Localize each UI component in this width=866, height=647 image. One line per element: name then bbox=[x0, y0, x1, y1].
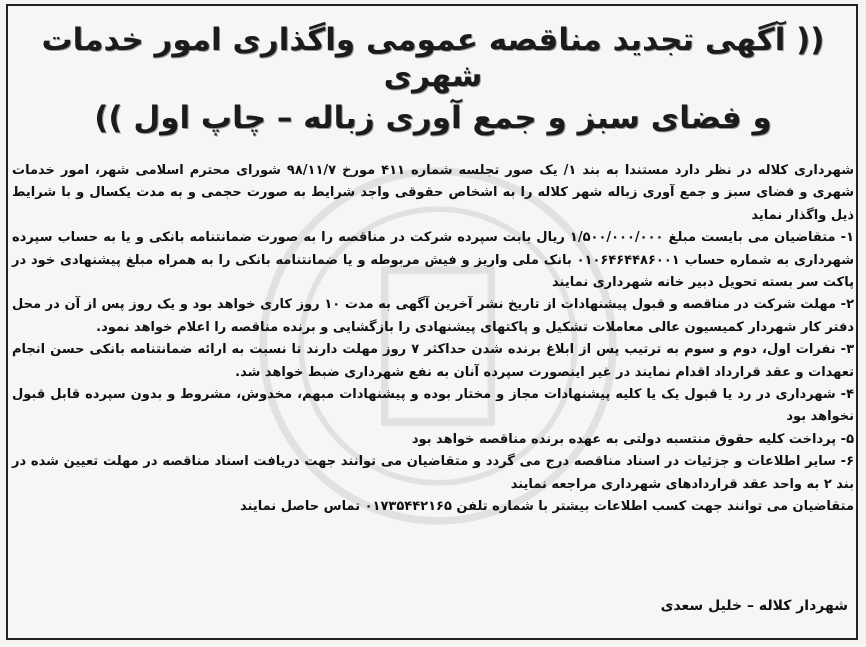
clause-5: ۵- پرداخت کلیه حقوق منتسبه دولتی به عهده برنده مناقصه خواهد بود bbox=[411, 431, 854, 447]
notice-title-line-2: و فضای سبز و جمع آوری زباله – چاپ اول )) bbox=[94, 100, 772, 136]
clause-2: ۲- مهلت شرکت در مناقصه و قبول پیشنهادات از تاریخ نشر آخرین آگهی به مدت ۱۰ روز کاری خواهد بود و یک روز پس از آن در محل دفتر کار شهردار کمیسیون عالی معاملات تشکیل و پاکتهای پیشنهادی را بازگشایی و برنده مناقصه را اعلام خواهد نمود. bbox=[12, 297, 855, 335]
intro-paragraph: شهرداری کلاله در نظر دارد مستندا به بند ۱/ یک صور تجلسه شماره ۴۱۱ مورخ ۹۸/۱۱/۷ شورای محترم اسلامی شهر، امور خدمات شهری و فضای سبز و جمع آوری زباله شهر کلاله را به اشخاص حقوقی واجد شرایط به صورت حجمی و به مدت یکسال و با شرایط ذیل واگذار نماید bbox=[12, 163, 854, 223]
clause-3: ۳- نفرات اول، دوم و سوم به ترتیب پس از ابلاغ برنده شدن حداکثر ۷ روز مهلت دارند تا نسبت به ارائه ضمانتنامه بانکی حسن انجام تعهدات و عقد قرارداد اقدام نمایند در غیر اینصورت سپرده آنان به نفع شهرداری ضبط خواهد شد. bbox=[12, 342, 855, 380]
clause-6: ۶- سایر اطلاعات و جزئیات در اسناد مناقصه درج می گردد و متقاضیان می توانند جهت دریافت اسناد مناقصه در مهلت تعیین شده در بند ۲ به واحد عقد قراردادهای شهرداری مراجعه نمایند bbox=[12, 454, 854, 492]
notice-title-line-1: (( آگهی تجدید مناقصه عمومی واگذاری امور خدمات شهری bbox=[41, 22, 825, 94]
clause-4: ۴- شهرداری در رد یا قبول یک یا کلیه پیشنهادات مجاز و مختار بوده و پیشنهادات مبهم، مخدوش، مشروط و بدون سپرده قابل قبول نخواهد بود bbox=[12, 387, 854, 425]
contact-line: متقاضیان می توانند جهت کسب اطلاعات بیشتر با شماره تلفن ۰۱۷۳۵۴۴۲۱۶۵ تماس حاصل نمایند bbox=[240, 499, 854, 515]
notice-body bbox=[12, 160, 854, 519]
signature: شهردار کلاله – خلیل سعدی bbox=[660, 598, 848, 614]
clause-1: ۱- متقاضیان می بایست مبلغ ۱/۵۰۰/۰۰۰/۰۰۰ ریال بابت سپرده شرکت در مناقصه را به صورت ضمانتنامه بانکی و یا به حساب سپرده شهرداری به شماره حساب ۰۱۰۶۴۶۴۴۸۶۰۰۱ بانک ملی واریز و فیش مربوطه و یا ضمانتنامه بانکی را به همراه مبلغ پیشنهادی خود در پاکت سر بسته تحویل دبیر خانه شهرداری نمایند bbox=[12, 230, 855, 291]
